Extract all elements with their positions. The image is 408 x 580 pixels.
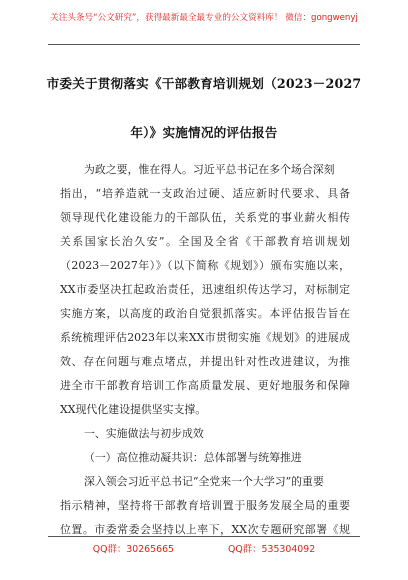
body-line-10: 进全市干部教育培训工作高质量发展、更好地服务和保障 (60, 379, 350, 392)
body-line-4: 关系国家长治久安”。全国及全省《干部教育培训规划 (60, 235, 350, 248)
body-line-1: 为政之要，惟在得人。习近平总书记在多个场合深刻 (84, 163, 335, 176)
promo-banner-text: 关注头条号“公文研究”，获得最新最全最专业的公文资料库！ 微信：gongwenyj (50, 13, 358, 23)
footer-qq-group-2: QQ群：535304092 (228, 544, 316, 555)
body-line-13: 指示精神，坚持将干部教育培训置于服务发展全局的重要 (60, 499, 350, 512)
body-line-9: 效、存在问题与难点堵点，并提出针对性改进建议，为推 (60, 355, 350, 368)
body-line-11: XX现代化建设提供坚实支撑。 (60, 403, 207, 416)
body-line-3: 领导现代化建设能力的干部队伍，关系党的事业薪火相传 (60, 211, 350, 224)
document-title-line-1: 市委关于贯彻落实《干部教育培训规划（2023－2027 (46, 76, 362, 91)
footer-banner (0, 541, 408, 555)
subsection-heading-1: （一）高位推动凝共识：总体部署与统筹推进 (84, 451, 302, 464)
section-heading-1: 一、实施做法与初步成效 (84, 427, 204, 440)
document-title-line-2: 年）》实施情况的评估报告 (130, 125, 278, 140)
body-line-14: 位置。市委常委会坚持以上率下，XX次专题研究部署《规 (60, 523, 350, 536)
footer-qq-group-1: QQ群：30265665 (92, 544, 175, 555)
body-line-2: 指出，“培养造就一支政治过硬、适应新时代要求、具备 (60, 187, 350, 200)
body-line-7: 实施方案，以高度的政治自觉狠抓落实。本评估报告旨在 (60, 307, 350, 320)
body-line-12: 深入领会习近平总书记“全党来一个大学习”的重要 (84, 475, 324, 488)
body-line-8: 系统梳理评估2023年以来XX市贯彻实施《规划》的进展成 (60, 331, 350, 344)
body-line-6: XX市委坚决扛起政治责任，迅速组织传达学习，对标制定 (60, 283, 350, 296)
promo-banner (0, 0, 408, 34)
body-line-5: （2023－2027年）》（以下简称《规划》）颁布实施以来， (60, 259, 350, 272)
footer-divider (48, 536, 360, 537)
header-divider (48, 44, 360, 45)
